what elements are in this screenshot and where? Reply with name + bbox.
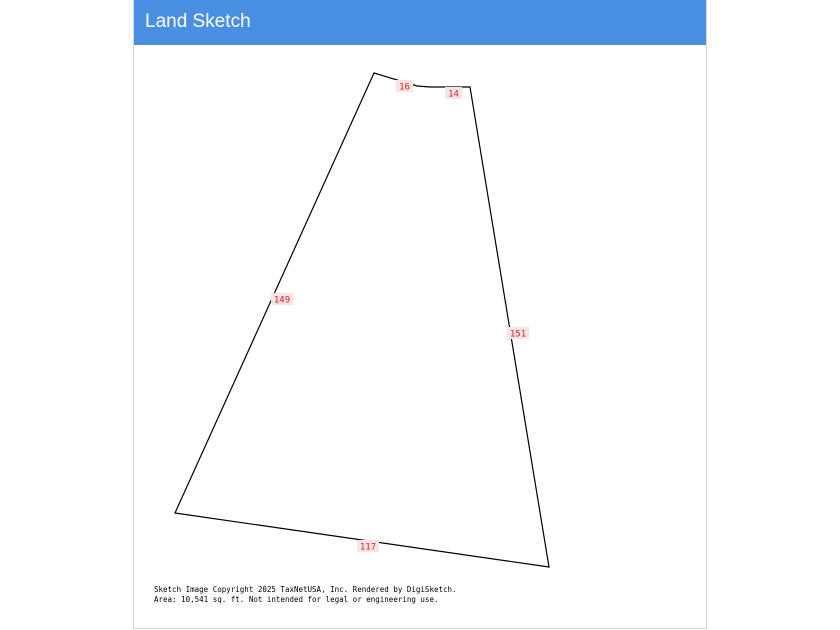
segment-label-bottom (357, 540, 379, 553)
panel-header (134, 0, 706, 45)
segment-label-left (271, 293, 293, 306)
segment-label-top-right (445, 87, 462, 100)
segment-label-text: 14 (448, 89, 459, 100)
segment-label-text: 16 (399, 82, 410, 93)
segment-label-text: 151 (509, 329, 527, 340)
sketch-footer (154, 585, 457, 605)
segment-label-text: 117 (359, 542, 377, 553)
area-line: Area: 10,541 sq. ft. Not intended for legal or engineering use. (154, 595, 439, 604)
segment-label-text: 149 (273, 295, 291, 306)
parcel-boundary (175, 73, 549, 567)
segment-label-right (507, 327, 529, 340)
copyright-line: Sketch Image Copyright 2025 TaxNetUSA, Inc. Rendered by DigiSketch. (154, 585, 457, 594)
panel-title: Land Sketch (145, 11, 251, 32)
land-sketch-panel (133, 0, 707, 629)
land-sketch-drawing (134, 45, 706, 628)
segment-label-top-left (396, 80, 413, 93)
